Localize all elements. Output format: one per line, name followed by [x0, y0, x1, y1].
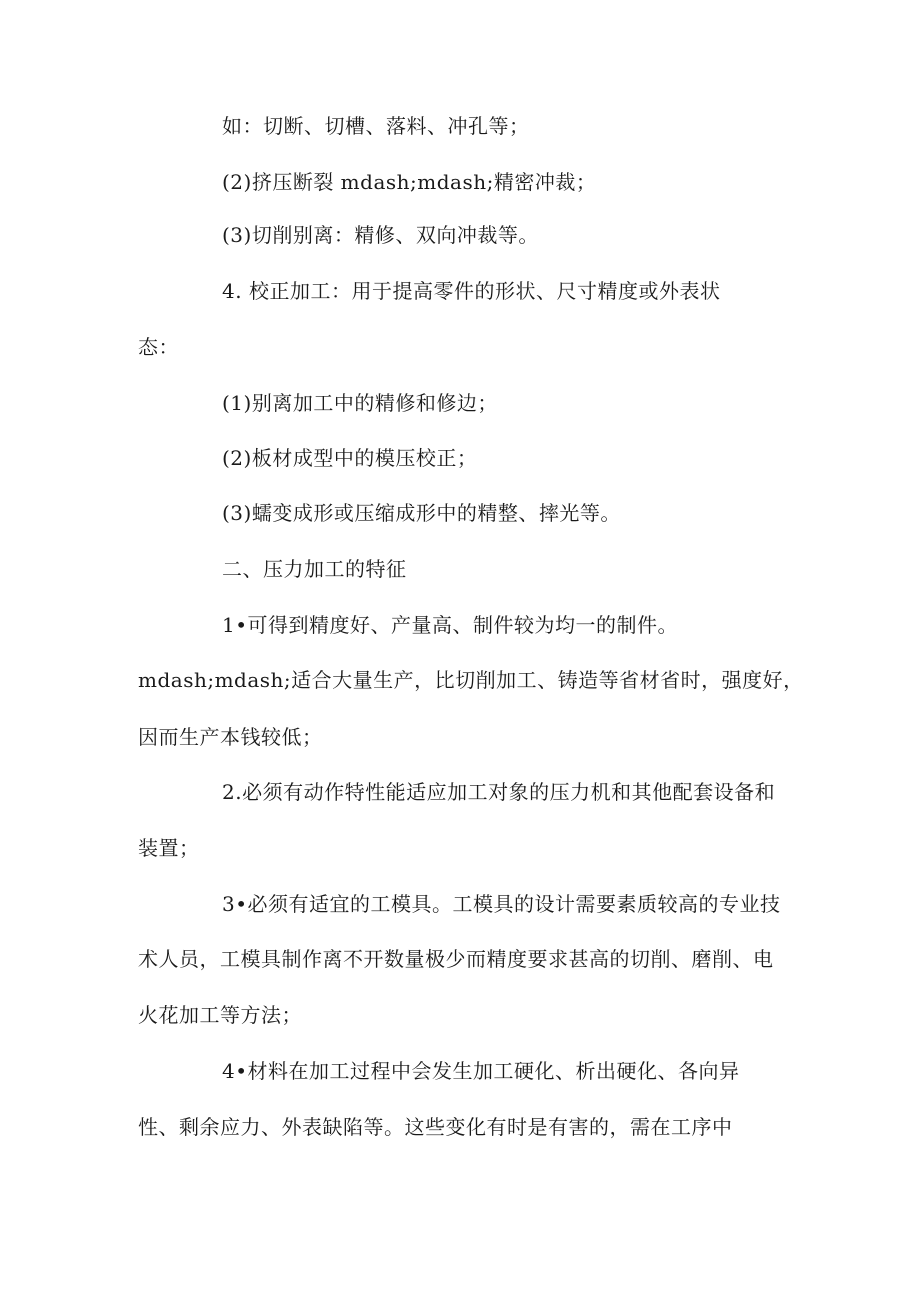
text-line: 3•必须有适宜的工模具。工模具的设计需要素质较高的专业技 — [222, 892, 781, 916]
text-line: (3)蠕变成形或压缩成形中的精整、摔光等。 — [222, 501, 621, 525]
text-line: 1•可得到精度好、产量高、制件较为均一的制件。 — [222, 613, 679, 637]
text-line: 术人员，工模具制作离不开数量极少而精度要求甚高的切削、磨削、电 — [138, 947, 774, 971]
text-line: (2)挤压断裂 mdash;mdash;精密冲裁； — [222, 170, 597, 194]
text-line: (3)切削别离：精修、双向冲裁等。 — [222, 223, 539, 247]
text-line: 如：切断、切槽、落料、冲孔等； — [222, 114, 530, 138]
text-line: 态： — [138, 335, 179, 359]
text-line: 4. 校正加工：用于提高零件的形状、尺寸精度或外表状 — [222, 279, 721, 303]
text-line: 火花加工等方法； — [138, 1003, 302, 1027]
text-line: (2)板材成型中的模压校正； — [222, 446, 478, 470]
section-heading: 二、压力加工的特征 — [222, 557, 407, 581]
text-line: 性、剩余应力、外表缺陷等。这些变化有时是有害的，需在工序中 — [138, 1115, 733, 1139]
text-line: 因而生产本钱较低； — [138, 725, 323, 749]
text-line: mdash;mdash;适合大量生产，比切削加工、铸造等省材省时，强度好， — [138, 668, 804, 692]
text-line: (1)别离加工中的精修和修边； — [222, 391, 498, 415]
text-line: 装置； — [138, 836, 200, 860]
text-line: 2.必须有动作特性能适应加工对象的压力机和其他配套设备和 — [222, 780, 776, 804]
text-line: 4•材料在加工过程中会发生加工硬化、析出硬化、各向异 — [222, 1059, 740, 1083]
